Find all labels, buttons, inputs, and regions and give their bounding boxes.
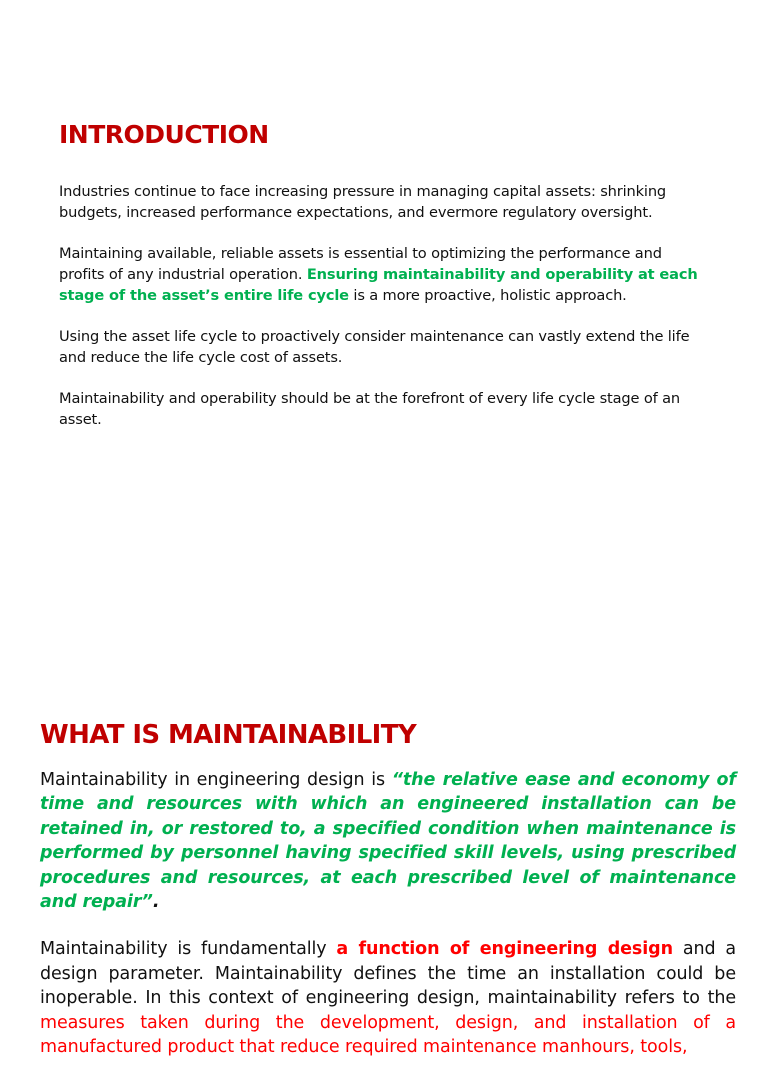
intro-paragraph-2 <box>59 243 711 306</box>
maint-paragraph-2-mid: and a design parameter. Maintainability defines the time an installation could be inoperable. In this context of engineering design, maintainability refers to the <box>40 939 736 1009</box>
introduction-heading: INTRODUCTION <box>59 120 269 149</box>
slide-what-is-maintainability <box>0 700 768 1058</box>
intro-paragraph-1: Industries continue to face increasing pressure in managing capital assets: shrinking budgets, increased performance expectations, and evermore regulatory oversight. <box>59 183 667 221</box>
introduction-body <box>59 181 711 450</box>
maint-paragraph-2-lead: Maintainability is fundamentally <box>40 939 337 960</box>
maint-definition-quote: “the relative ease and economy of time and resources with which an engineered installation can be retained in, or restored to, a specified condition when maintenance is performed by personnel having specified skill levels, using prescribed procedures and resources, at each prescribed level of maintenance and repair” <box>40 770 736 913</box>
maint-paragraph-2-red: measures taken during the development, design, and installation of a manufactured product that reduce required maintenance manhours, tools, <box>40 1012 736 1058</box>
maint-paragraph-1 <box>40 768 736 914</box>
intro-paragraph-3: Using the asset life cycle to proactively consider maintenance can vastly extend the life and reduce the life cycle cost of assets. <box>59 328 690 366</box>
maint-paragraph-2 <box>40 937 736 1059</box>
intro-paragraph-2-text: Maintaining available, reliable assets is essential to optimizing the performance and profits of any industrial operation. <box>59 245 662 283</box>
slide-introduction <box>0 0 768 480</box>
intro-paragraph-2-highlight: Ensuring maintainability and operability at each stage of the asset’s entire life cycle <box>59 266 698 304</box>
maint-paragraph-1-lead: Maintainability in engineering design is <box>40 770 392 790</box>
intro-paragraph-4: Maintainability and operability should be at the forefront of every life cycle stage of an asset. <box>59 390 680 428</box>
maintainability-body <box>40 768 736 1082</box>
maintainability-heading: WHAT IS MAINTAINABILITY <box>40 720 417 750</box>
intro-paragraph-2-tail: is a more proactive, holistic approach. <box>348 287 627 304</box>
maint-paragraph-1-end: . <box>152 892 160 913</box>
maint-paragraph-2-highlight: a function of engineering design <box>336 939 673 960</box>
